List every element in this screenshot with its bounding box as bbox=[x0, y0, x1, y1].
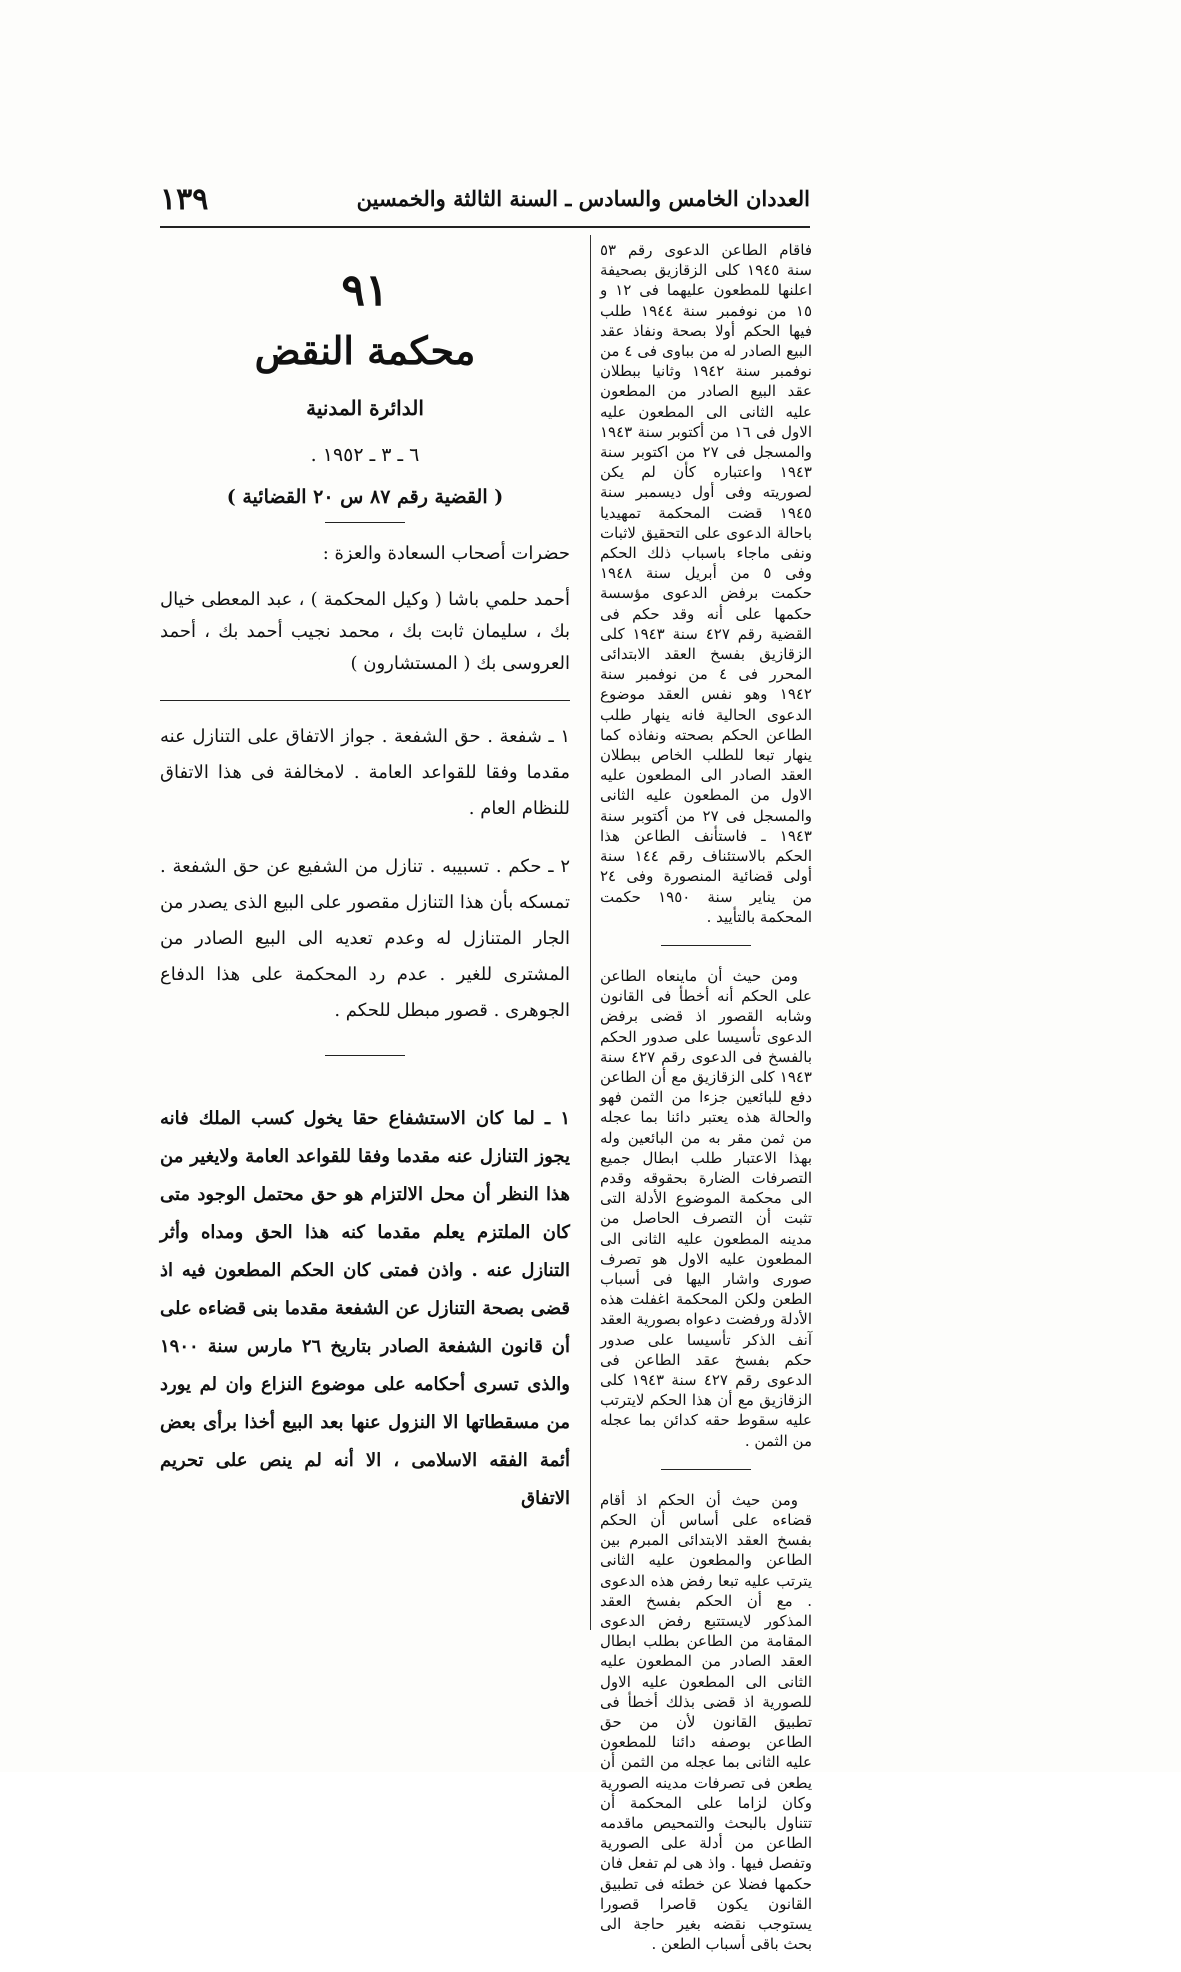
separator bbox=[325, 1055, 405, 1056]
court-name: محكمة النقض bbox=[254, 328, 476, 373]
spacer bbox=[160, 827, 570, 849]
page-number: ١٣٩ bbox=[160, 182, 209, 217]
right-paragraph-3: ومن حيث أن الحكم اذ أقام قضاءه على أساس أن الحكم بفسخ العقد الابتدائى المبرم بين الطاعن والمطعون عليه الثانى يترتب عليه تبعا رفض هذه الدعوى . مع أن الحكم بفسخ العقد المذكور لايستتبع رفض الدعوى المقامة من الطاعن بطلب ابطال العقد الصادر من المطعون عليه الثانى الى المطعون عليه الاول للصورية اذ قضى بذلك أخطأ فى تطبيق القانون لأن من حق الطاعن بوصفه دائنا للمطعون عليه الثانى بما عجله من الثمن أن يطعن فى تصرفات مدينه الصورية وكان لزاما على المحكمة أن تتناول بالبحث والتمحيص ماقدمه الطاعن من أدلة على الصورية وتفصل فيها . واذ هى لم تفعل فان حكمها فضلا عن خطئه فى تطبيق القانون يكون قاصرا قصورا يستوجب نقضه بغير حاجة الى بحث باقى أسباب الطعن . bbox=[600, 1490, 812, 1954]
separator bbox=[325, 522, 405, 523]
right-column bbox=[600, 240, 812, 1972]
attendees-label: حضرات أصحاب السعادة والعزة : bbox=[322, 543, 570, 564]
body-text: ١ ـ لما كان الاستشفاع حقا يخول كسب الملك فانه يجوز التنازل عنه مقدما وفقا للقواعد العامة ولايغير من هذا النظر أن محل الالتزام هو حق محتمل الوجود متى كان الملتزم يعلم مقدما كنه هذا الحق ومداه وأثر التنازل عنه . واذن فمتى كان الحكم المطعون فيه اذ قضى بصحة التنازل عن الشفعة مقدما بنى قضاءه على أن قانون الشفعة الصادر بتاريخ ٢٦ مارس سنة ١٩٠٠ والذى تسرى أحكامه على موضوع النزاع وان لم يورد من مسقطاتها الا النزول عنها بعد البيع أخذا برأى بعض أئمة الفقه الاسلامى ، الا أنه لم ينص على تحريم الاتفاق bbox=[160, 1108, 571, 1509]
running-title: العددان الخامس والسادس ـ السنة الثالثة والخمسين bbox=[356, 186, 810, 211]
right-paragraph-2: ومن حيث أن ماينعاه الطاعن على الحكم أنه أخطأ فى القانون وشابه القصور اذ قضى برفض الدعوى تأسيسا على صدور الحكم بالفسخ فى الدعوى رقم ٤٢٧ سنة ١٩٤٣ كلى الزقازيق مع أن الطاعن دفع للبائعين جزءا من الثمن فهو والحالة هذه يعتبر دائنا بما عجله من ثمن مقر به من البائعين وله بهذا الاعتبار طلب ابطال جميع التصرفات الضارة بحقوقه وقدم الى محكمة الموضوع الأدلة التى تثبت أن التصرف الحاصل من مدينه المطعون عليه الثانى الى المطعون عليه الاول هو تصرف صورى واشار اليها فى أسباب الطعن ولكن المحكمة اغفلت هذه الأدلة ورفضت دعواه بصورية العقد آنف الذكر تأسيسا على صدور حكم بفسخ عقد الطاعن فى الدعوى رقم ٤٢٧ سنة ١٩٤٣ كلى الزقازيق مع أن هذا الحكم لايترتب عليه سقوط حقه كدائن بما عجله من الثمن . bbox=[600, 966, 812, 1450]
summary-1: ١ ـ شفعة . حق الشفعة . جواز الاتفاق على التنازل عنه مقدما وفقا للقواعد العامة . لامخالفة فى هذا الاتفاق للنظام العام . bbox=[160, 726, 570, 819]
column-divider bbox=[590, 235, 591, 1630]
page-header bbox=[160, 182, 810, 222]
attendees-list: أحمد حلمي باشا ( وكيل المحكمة ) ، عبد المعطى خيال بك ، سليمان ثابت بك ، محمد نجيب أحمد بك ، أحمد العروسى بك ( المستشارون ) bbox=[160, 589, 570, 674]
case-number: ٩١ bbox=[341, 265, 389, 316]
separator bbox=[661, 1469, 751, 1470]
judgment-date: ٦ ـ ٣ ـ ١٩٥٢ . bbox=[310, 444, 420, 466]
circuit-name: الدائرة المدنية bbox=[306, 396, 424, 420]
left-column bbox=[160, 240, 570, 1518]
summary-2: ٢ ـ حكم . تسبيبه . تنازل من الشفيع عن حق الشفعة . تمسكه بأن هذا التنازل مقصور على البيع الذى يصدر من الجار المتنازل له وعدم تعديه الى البيع الصادر من المشترى للغير . عدم رد المحكمة على هذا الدفاع الجوهرى . قصور مبطل للحكم . bbox=[160, 856, 570, 1021]
separator bbox=[661, 945, 751, 946]
case-reference: ( القضية رقم ٨٧ س ٢٠ القضائية ) bbox=[226, 486, 504, 508]
separator bbox=[160, 700, 570, 701]
right-paragraph-1: فاقام الطاعن الدعوى رقم ٥٣ سنة ١٩٤٥ كلى الزقازيق بصحيفة اعلنها للمطعون عليهما فى ١٢ و ١٥ من نوفمبر سنة ١٩٤٤ طلب فيها الحكم أولا بصحة ونفاذ عقد البيع الصادر له من بباوى فى ٤ من نوفمبر سنة ١٩٤٢ وثانيا ببطلان عقد البيع الصادر من المطعون عليه الثانى الى المطعون عليه الاول فى ١٦ من أكتوبر سنة ١٩٤٣ والمسجل فى ٢٧ من اكتوبر سنة ١٩٤٣ واعتباره كأن لم يكن لصوريته وفى أول ديسمبر سنة ١٩٤٥ قضت المحكمة تمهيديا باحالة الدعوى على التحقيق لاثبات ونفى ماجاء باسباب ذلك الحكم وفى ٥ من أبريل سنة ١٩٤٨ حكمت برفض الدعوى مؤسسة حكمها على أنه وقد حكم فى القضية رقم ٤٢٧ سنة ١٩٤٣ كلى الزقازيق بفسخ العقد الابتدائى المحرر فى ٤ من نوفمبر سنة ١٩٤٢ وهو نفس العقد موضوع الدعوى الحالية فانه ينهار طلب الطاعن الحكم بصحته ونفاذه كما ينهار تبعا للطلب الخاص ببطلان العقد الصادر الى المطعون عليه الاول من المطعون عليه الثانى والمسجل فى ٢٧ من أكتوبر سنة ١٩٤٣ ـ فاستأنف الطاعن هذا الحكم بالاستئناف رقم ١٤٤ سنة أولى قضائية المنصورة وفى ٢٤ من يناير سنة ١٩٥٠ حكمت المحكمة بالتأييد . bbox=[600, 241, 813, 926]
header-rule bbox=[160, 226, 810, 228]
